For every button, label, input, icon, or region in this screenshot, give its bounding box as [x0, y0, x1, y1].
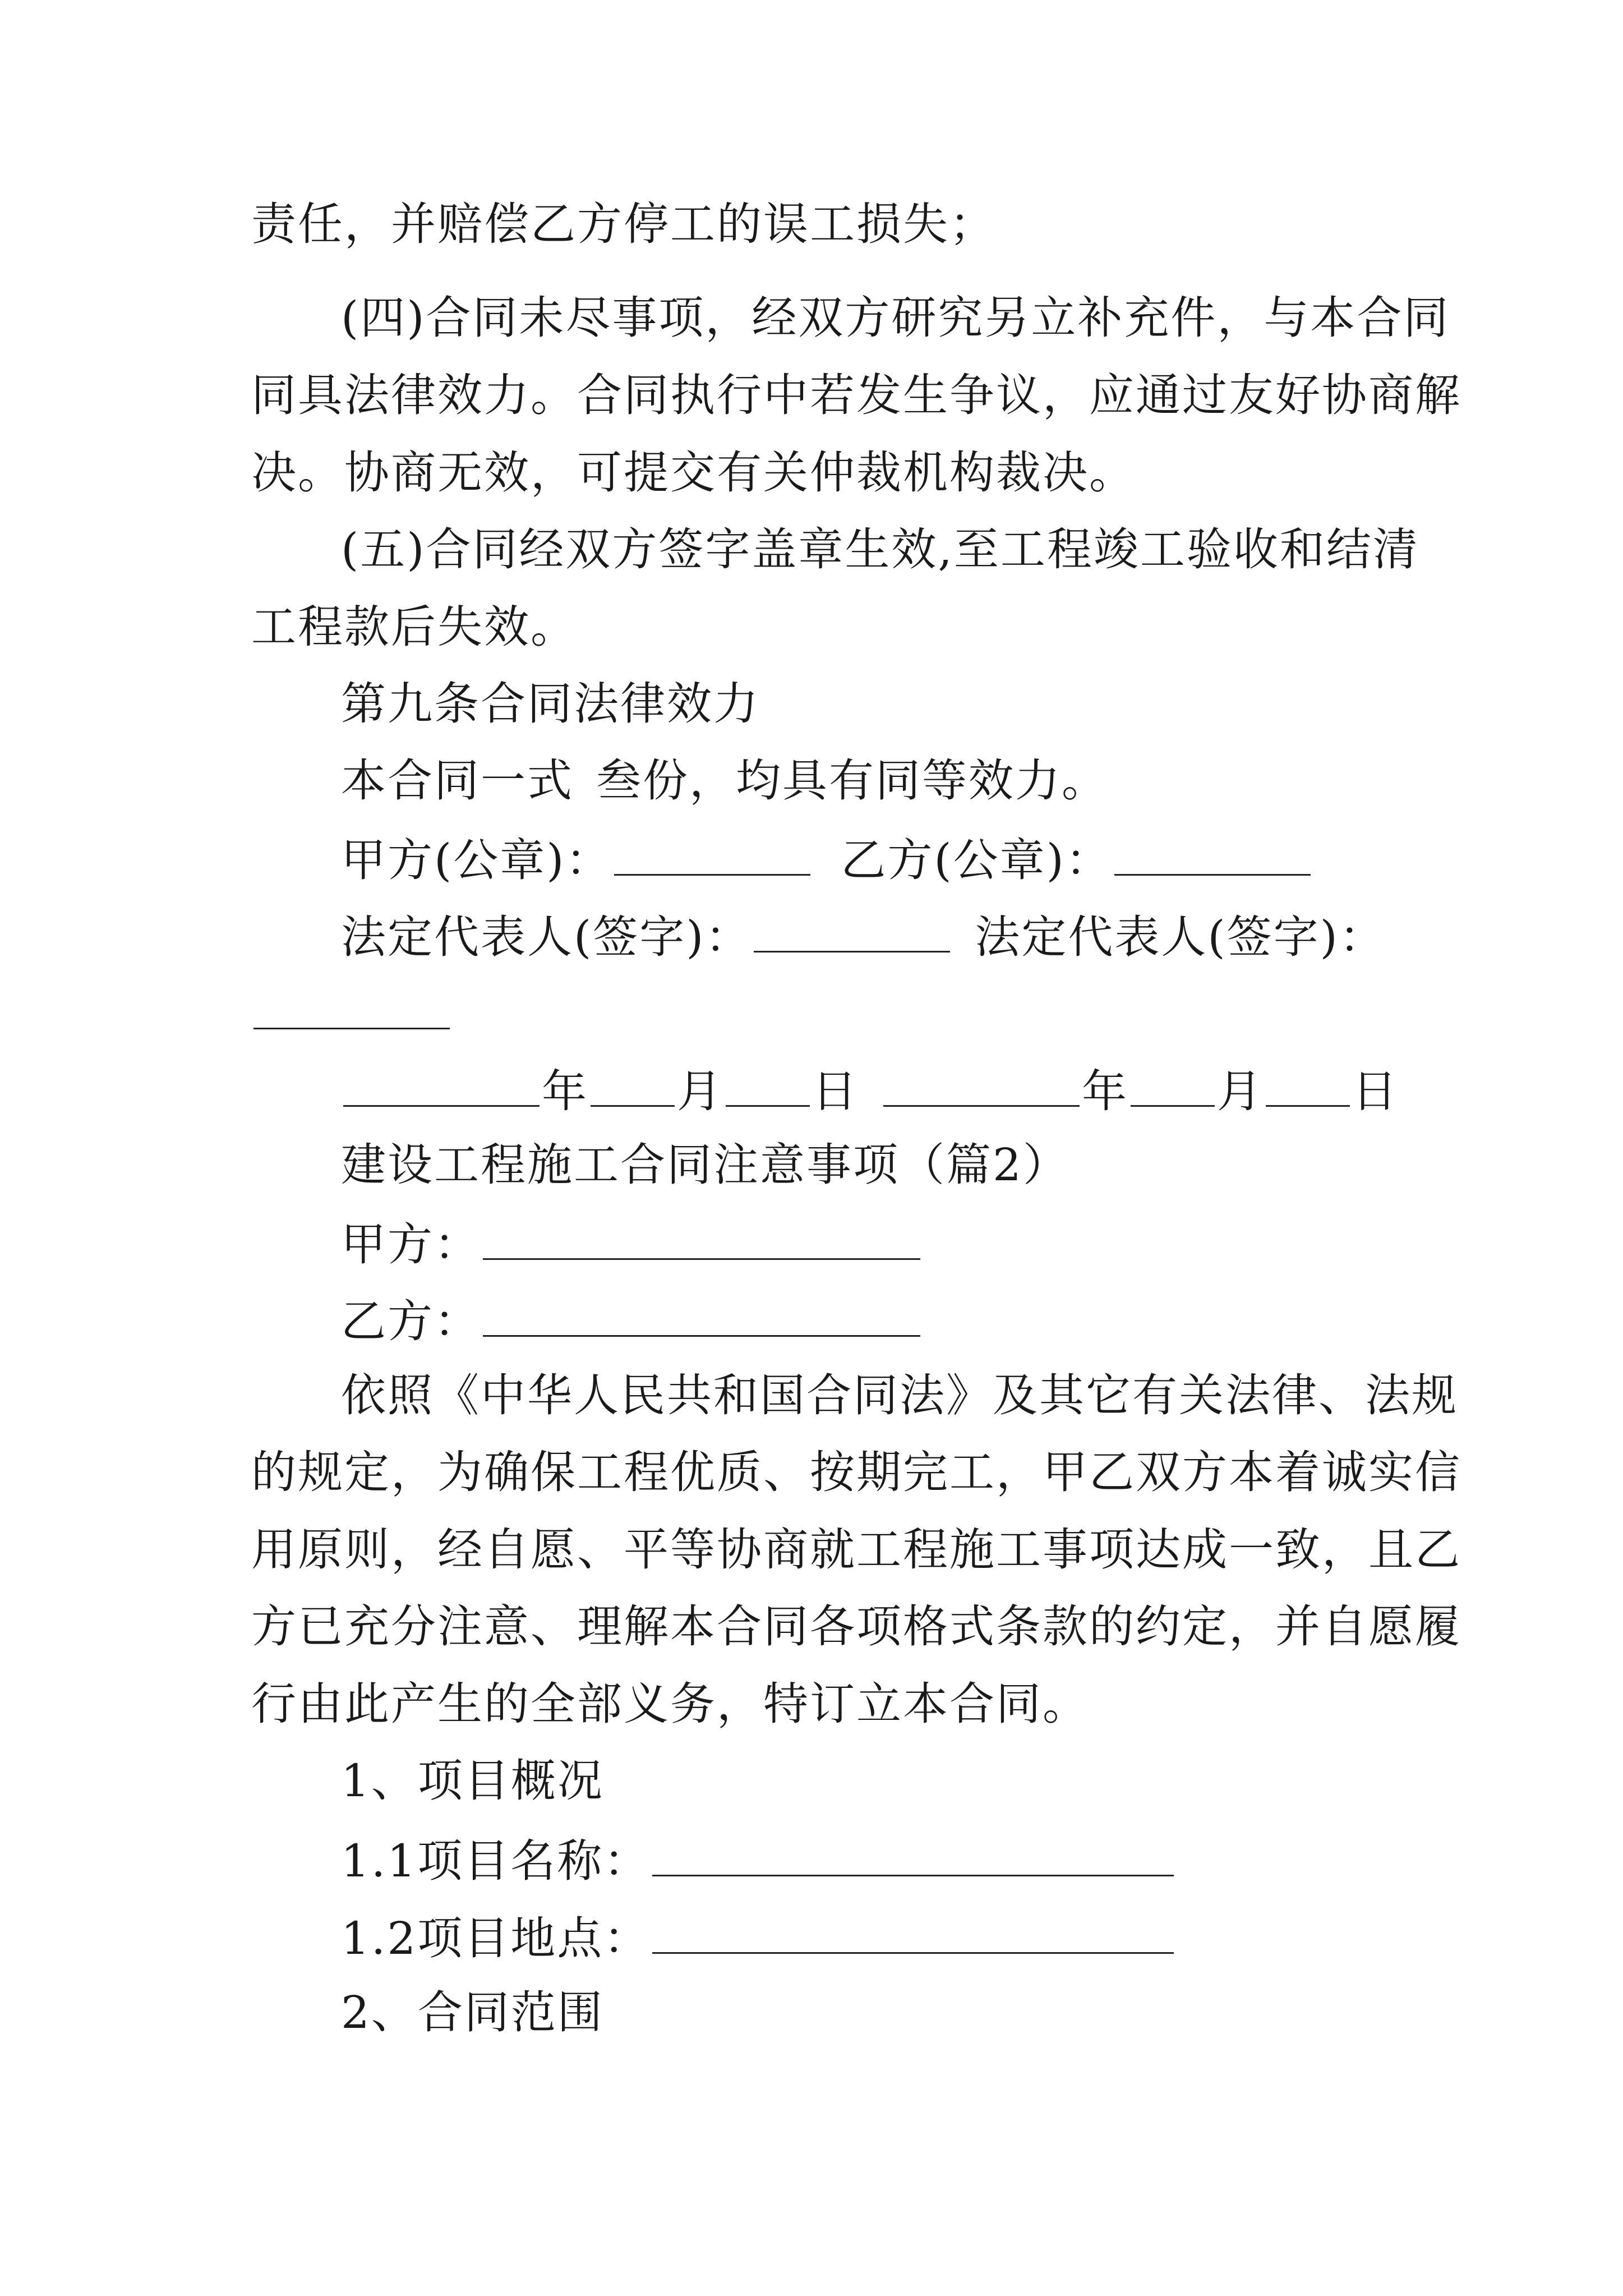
section-heading: 建设工程施工合同注意事项（篇2）: [341, 1139, 1069, 1191]
section-heading: 2、合同范围: [341, 1986, 604, 2039]
paragraph-line: 决。协商无效，可提交有关仲裁机构裁决。: [251, 447, 1136, 499]
project-location-label: 1.2项目地点：: [341, 1912, 651, 1964]
project-name-line: [341, 1830, 1378, 1886]
project-name-blank: [652, 1830, 1174, 1876]
text: 月: [1217, 1065, 1264, 1117]
paragraph-line: 责任，并赔偿乙方停工的误工损失；: [251, 198, 996, 250]
paragraph-line: [341, 753, 1378, 809]
text: 月: [677, 1065, 723, 1117]
paragraph-line: 的规定，为确保工程优质、按期完工，甲乙双方本着诚实信: [251, 1446, 1461, 1498]
party-a-seal-blank: [614, 829, 810, 876]
party-b-line: [341, 1290, 1378, 1346]
paragraph-line: 方已充分注意、理解本合同各项格式条款的约定，并自愿履: [251, 1600, 1461, 1653]
legal-rep-b-blank: [253, 983, 450, 1029]
project-location-blank: [652, 1907, 1174, 1954]
text: 日: [812, 1065, 859, 1117]
text: 叁份，均具有同等效力。: [596, 754, 1108, 807]
section-heading: 1、项目概况: [341, 1755, 604, 1807]
party-a-seal-label: 甲方(公章)：: [341, 834, 612, 886]
party-a-line: [341, 1213, 1378, 1269]
paragraph-line: (四)合同未尽事项，经双方研究另立补充件，与本合同: [341, 292, 1450, 344]
signature-continuation: [251, 983, 1378, 1039]
party-b-seal-blank: [1114, 829, 1311, 876]
signature-line: [341, 906, 1386, 963]
party-b-blank: [483, 1290, 920, 1337]
day-blank: [726, 1060, 810, 1107]
paragraph-line: 用原则，经自愿、平等协商就工程施工事项达成一致，且乙: [251, 1524, 1461, 1576]
month-blank: [591, 1060, 675, 1107]
seal-line: [341, 829, 1378, 885]
legal-rep-b-label: 法定代表人(签字)：: [975, 911, 1386, 963]
party-b-seal-label: 乙方(公章)：: [841, 834, 1112, 886]
project-location-line: [341, 1907, 1378, 1963]
party-b-label: 乙方：: [341, 1295, 481, 1347]
text: 年: [1082, 1065, 1128, 1117]
paragraph-line: 同具法律效力。合同执行中若发生争议，应通过友好协商解: [251, 369, 1461, 421]
legal-rep-a-label: 法定代表人(签字)：: [341, 911, 752, 963]
paragraph-line: 工程款后失效。: [251, 601, 577, 653]
paragraph-line: 依照《中华人民共和国合同法》及其它有关法律、法规: [341, 1369, 1458, 1421]
paragraph-line: 行由此产生的全部义务，特订立本合同。: [251, 1678, 1089, 1730]
year-blank: [343, 1060, 540, 1107]
legal-rep-a-blank: [754, 906, 950, 953]
day-blank: [1266, 1060, 1350, 1107]
text: 年: [542, 1065, 588, 1117]
paragraph-line: (五)合同经双方签字盖章生效,至工程竣工验收和结清: [341, 523, 1419, 576]
date-line: [341, 1060, 1399, 1117]
party-a-label: 甲方：: [341, 1218, 481, 1271]
year-blank: [883, 1060, 1080, 1107]
article-heading: 第九条合同法律效力: [341, 678, 760, 730]
party-a-blank: [483, 1213, 920, 1260]
project-name-label: 1.1项目名称：: [341, 1835, 651, 1887]
text: 本合同一式: [341, 754, 574, 807]
month-blank: [1131, 1060, 1215, 1107]
text: 日: [1352, 1065, 1399, 1117]
